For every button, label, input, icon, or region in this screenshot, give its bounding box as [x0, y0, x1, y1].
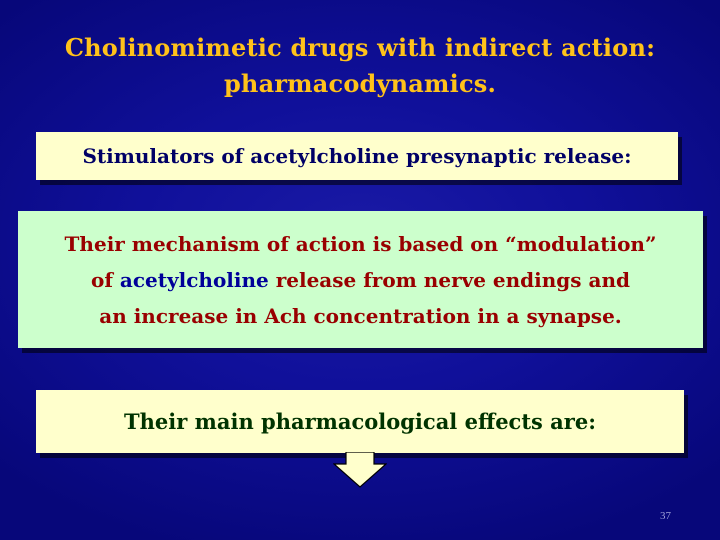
slide-title	[0, 30, 720, 102]
mechanism-line-2-prefix: of	[91, 268, 120, 292]
effects-text: Their main pharmacological effects are:	[124, 409, 596, 434]
effects-box	[36, 390, 684, 453]
slide-title-line-2: pharmacodynamics.	[223, 69, 497, 98]
mechanism-line-1: Their mechanism of action is based on “modulation”	[64, 232, 657, 256]
stimulators-box	[36, 132, 678, 180]
stimulators-text: Stimulators of acetylcholine presynaptic release:	[82, 144, 632, 168]
mechanism-box	[18, 211, 703, 348]
slide-number: 37	[660, 510, 671, 522]
slide-title-line-1: Cholinomimetic drugs with indirect action:	[64, 33, 656, 62]
mechanism-line-3: an increase in Ach concentration in a synapse.	[99, 304, 622, 328]
mechanism-line-2-suffix: release from nerve endings and	[268, 268, 630, 292]
acetylcholine-highlight: acetylcholine	[119, 268, 269, 292]
mechanism-line-2	[18, 262, 703, 298]
down-arrow-icon	[333, 452, 387, 488]
